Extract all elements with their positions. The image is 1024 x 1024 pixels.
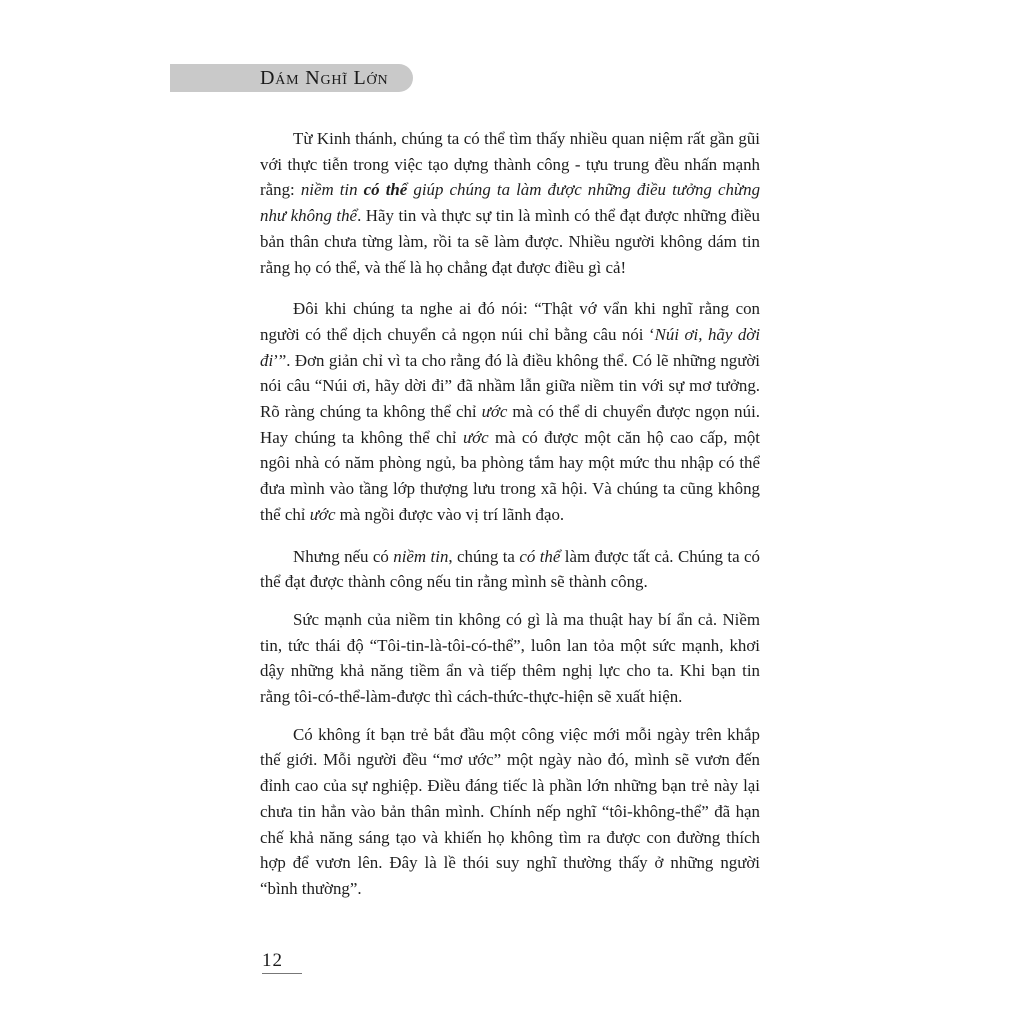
text-run: ’”. Đơn giản chỉ vì ta cho rằng đó là điều không thể. Có lẽ những người nói câu “Núi ơi, hãy dời đi” đã nhầm lẫn giữa niềm tin với sự mơ tưởng. Rõ ràng chúng ta không thể chỉ bbox=[260, 350, 760, 422]
paragraph bbox=[260, 607, 760, 710]
emphasis-run: Núi ơi, hãy dời đi bbox=[260, 324, 761, 370]
emphasis-run: niềm tin bbox=[393, 546, 449, 566]
paragraph bbox=[260, 296, 760, 527]
emphasis-run: giúp chúng ta làm được những điều tưởng chừng như không thể bbox=[260, 180, 761, 226]
text-run: Nhưng nếu có bbox=[293, 546, 394, 566]
emphasis-run: ước bbox=[462, 427, 489, 447]
text-run: mà có thể di chuyển được ngọn núi. Hay chúng ta không thể chỉ bbox=[260, 402, 760, 447]
emphasis-run: niềm tin bbox=[300, 180, 364, 200]
paragraph bbox=[260, 722, 760, 902]
text-run: mà ngồi được vào vị trí lãnh đạo. bbox=[335, 504, 565, 524]
text-run: , chúng ta bbox=[448, 546, 520, 566]
emphasis-run: ước bbox=[309, 504, 336, 524]
running-header-title: Dám Nghĩ Lớn bbox=[260, 66, 389, 89]
page-number-rule bbox=[262, 973, 302, 974]
text-run: Có không ít bạn trẻ bắt đầu một công việc mới mỗi ngày trên khắp thế giới. Mỗi người đều “mơ ước” một ngày nào đó, mình sẽ vươn đến đỉnh cao của sự nghiệp. Điều đáng tiếc là phần lớn những bạn trẻ này lại chưa tin hẳn vào bản thân mình. Chính nếp nghĩ “tôi-không-thể” đã hạn chế khả năng sáng tạo và khiến họ không tìm ra được con đường thích hợp để vươn lên. Đây là lề thói suy nghĩ thường thấy ở những người “bình thường”. bbox=[260, 724, 760, 898]
body-text bbox=[260, 126, 760, 918]
emphasis-run: có thể bbox=[519, 546, 561, 566]
text-run: làm được tất cả. Chúng ta có thể đạt được thành công nếu tin rằng mình sẽ thành công. bbox=[260, 546, 760, 592]
emphasis-run bbox=[364, 180, 408, 199]
page-number: 12 bbox=[262, 950, 283, 971]
paragraph bbox=[260, 544, 760, 595]
emphasis-run: ước bbox=[481, 402, 508, 422]
running-header-bar bbox=[170, 64, 413, 92]
text-run: Sức mạnh của niềm tin không có gì là ma thuật hay bí ẩn cả. Niềm tin, tức thái độ “Tôi-tin-là-tôi-có-thể”, luôn lan tỏa một sức mạnh, khơi dậy những khả năng tiềm ẩn và tiếp thêm nghị lực cho ta. Khi bạn tin rằng tôi-có-thể-làm-được thì cách-thức-thực-hiện sẽ xuất hiện. bbox=[260, 609, 760, 707]
text-run: . Hãy tin và thực sự tin là mình có thể đạt được những điều bản thân chưa từng làm, rồi ta sẽ làm được. Nhiều người không dám tin rằng họ có thể, và thế là họ chẳng đạt được điều gì cả! bbox=[260, 206, 760, 277]
paragraph bbox=[260, 126, 760, 280]
text-run: mà có được một căn hộ cao cấp, một ngôi nhà có năm phòng ngủ, ba phòng tắm hay một mức thu nhập có thể đưa mình vào tầng lớp thượng lưu trong xã hội. Và chúng ta cũng không thể chỉ bbox=[260, 427, 760, 524]
emphasis-text: có thể bbox=[363, 180, 408, 200]
text-run: Đôi khi chúng ta nghe ai đó nói: “Thật vớ vẩn khi nghĩ rằng con người có thể dịch chuyển cả ngọn núi chỉ bằng câu nói ‘ bbox=[260, 299, 760, 344]
text-run: Từ Kinh thánh, chúng ta có thể tìm thấy nhiều quan niệm rất gần gũi với thực tiễn trong việc tạo dựng thành công - tựu trung đều nhấn mạnh rằng: bbox=[260, 129, 760, 200]
